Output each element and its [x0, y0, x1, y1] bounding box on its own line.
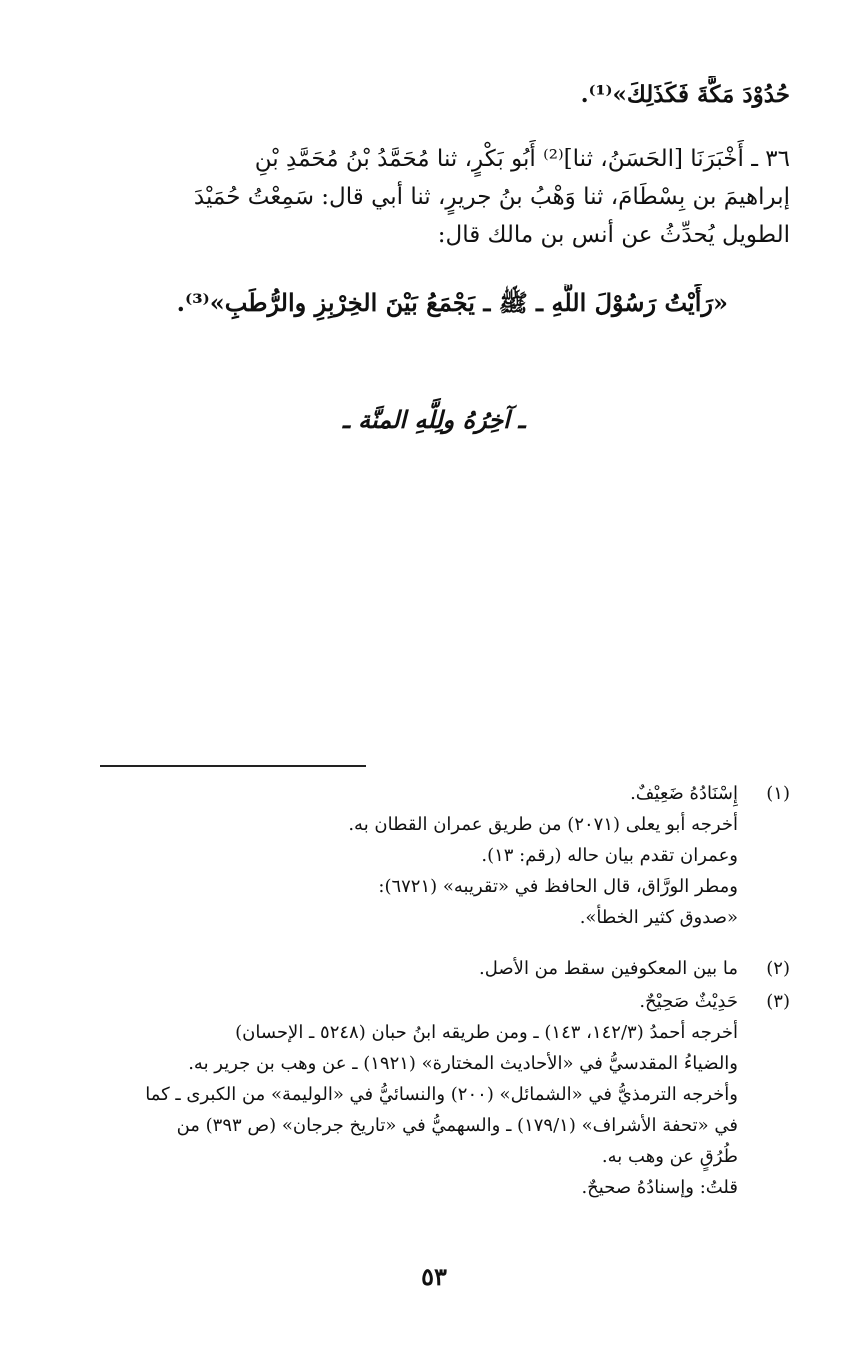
hadith-line: ٣٦ ـ أَخْبَرَنَا [الحَسَنُ، ثنا]⁽²⁾ أَبُو بَكْرٍ، ثنا مُحَمَّدُ بْنُ مُحَمَّدِ بْنِ	[254, 146, 790, 172]
footnote-number: (٣)	[766, 991, 790, 1012]
footnote-line: وأخرجه الترمذيُّ في «الشمائل» (٢٠٠) والنسائيُّ في «الوليمة» من الكبرى ـ كما	[145, 1084, 738, 1105]
footnote-line: والضياءُ المقدسيُّ في «الأحاديث المختارة» (١٩٢١) ـ عن وهب بن جرير به.	[188, 1053, 738, 1074]
footnote-line: وعمران تقدم بيان حاله (رقم: ١٣).	[481, 845, 738, 866]
hadith-line: إبراهيمَ بن بِسْطَامَ، ثنا وَهْبُ بنُ جريرٍ، ثنا أبي قال: سَمِعْتُ حُمَيْدَ	[193, 184, 790, 210]
footnote-line: طُرُقٍ عن وهب به.	[601, 1146, 738, 1167]
hadith-quote: «رَأَيْتُ رَسُوْلَ اللَّهِ ـ ﷺ ـ يَجْمَعُ بَيْنَ الخِرْبِزِ والرُّطَبِ»⁽³⁾.	[176, 288, 728, 317]
footnote-2	[98, 953, 790, 984]
continuation-line	[98, 76, 790, 114]
footnote-1	[98, 778, 790, 933]
page-number: ٥٣	[421, 1262, 447, 1291]
footnote-separator	[100, 765, 366, 767]
footnote-line: في «تحفة الأشراف» (١٧٩/١) ـ والسهميُّ في «تاريخ جرجان» (ص ٣٩٣) من	[176, 1115, 738, 1136]
footnote-line: أخرجه أبو يعلى (٢٠٧١) من طريق عمران القطان به.	[348, 814, 738, 835]
footnote-line: «صدوق كثير الخطأ».	[579, 907, 738, 928]
footnote-number: (٢)	[766, 958, 790, 979]
footnote-number: (١)	[766, 783, 790, 804]
footnote-title: ما بين المعكوفين سقط من الأصل.	[479, 958, 738, 979]
footnote-line: أخرجه أحمدُ (١٤٢/٣، ١٤٣) ـ ومن طريقه ابنُ حبان (٥٢٤٨ ـ الإحسان)	[235, 1022, 738, 1043]
footnote-3	[98, 986, 790, 1203]
body-line: حُدُوْدَ مَكَّةَ فَكَذَلِكَ»⁽¹⁾.	[580, 81, 790, 108]
footnote-title: حَدِيْثٌ صَحِيْحٌ.	[639, 991, 738, 1012]
footnote-line: قلتُ: وإسنادُهُ صحيحٌ.	[581, 1177, 738, 1198]
footnote-line: ومطر الورَّاق، قال الحافظ في «تقريبه» (٦٧٢١):	[378, 876, 738, 897]
hadith-line: الطويل يُحدِّثُ عن أنس بن مالك قال:	[437, 222, 790, 248]
hadith-36	[98, 140, 790, 254]
footnote-title: إِسْنَادُهُ ضَعِيْفٌ.	[630, 783, 738, 804]
ending-phrase: ـ آخِرُهُ ولِلَّهِ المنَّة ـ	[342, 405, 526, 434]
hadith-text	[120, 284, 728, 322]
